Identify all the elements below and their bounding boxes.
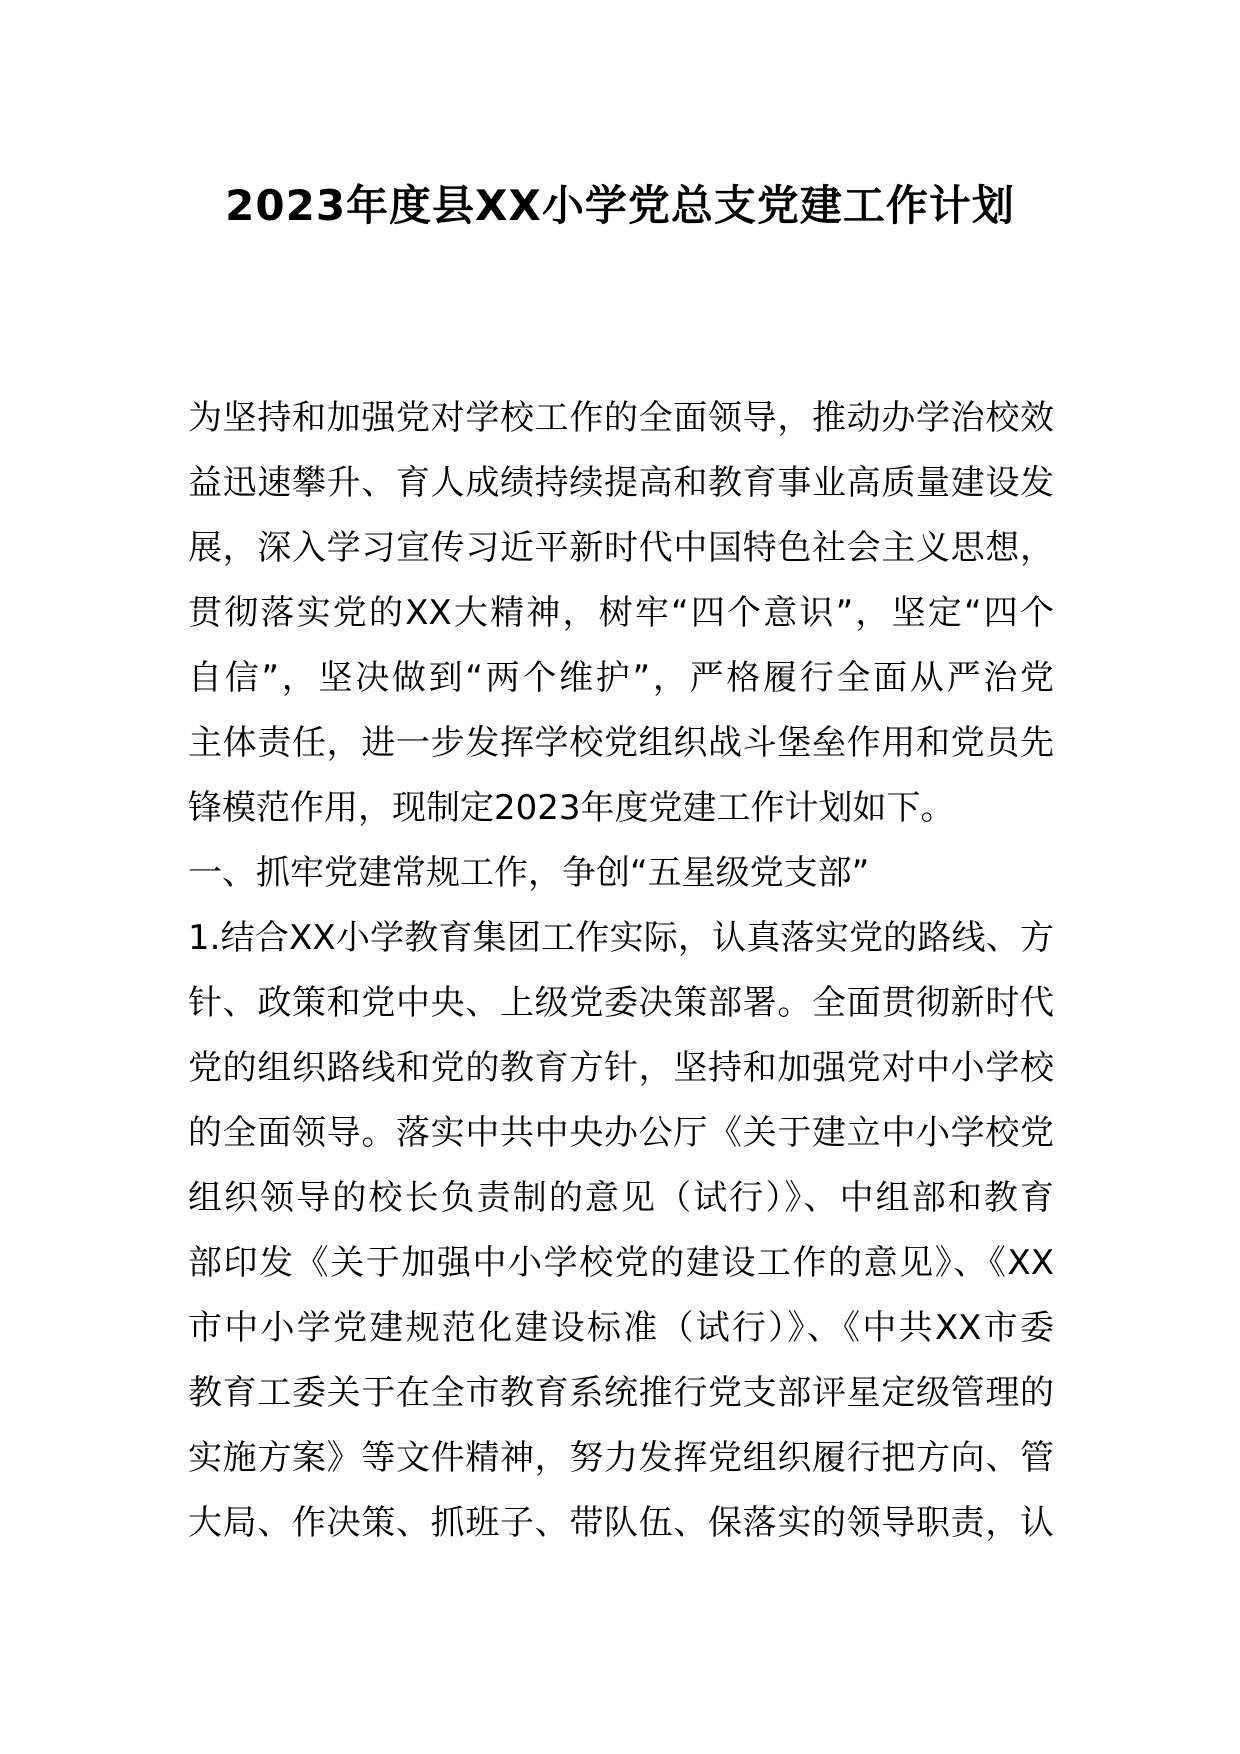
body-line-3: 展，深入学习宣传习近平新时代中国特色社会主义思想， — [188, 528, 1054, 568]
body-line-9: 1.结合XX小学教育集团工作实际，认真落实党的路线、方 — [188, 918, 1054, 958]
section-heading-1: 一、抓牢党建常规工作，争创“五星级党支部” — [188, 853, 870, 893]
body-line-7: 锋模范作用，现制定2023年度党建工作计划如下。 — [188, 788, 955, 828]
body-line-1: 为坚持和加强党对学校工作的全面领导，推动办学治校效 — [188, 398, 1054, 438]
body-line-16: 教育工委关于在全市教育系统推行党支部评星定级管理的 — [188, 1373, 1054, 1413]
body-line-17: 实施方案》等文件精神，努力发挥党组织履行把方向、管 — [188, 1438, 1054, 1478]
document-title: 2023年度县XX小学党总支党建工作计划 — [225, 181, 1015, 230]
body-line-2: 益迅速攀升、育人成绩持续提高和教育事业高质量建设发 — [188, 463, 1054, 503]
body-line-10: 针、政策和党中央、上级党委决策部署。全面贯彻新时代 — [188, 983, 1054, 1023]
body-line-6: 主体责任，进一步发挥学校党组织战斗堡垒作用和党员先 — [188, 723, 1054, 763]
body-line-15: 市中小学党建规范化建设标准（试行）》、《中共XX市委 — [188, 1308, 1054, 1348]
body-line-13: 组织领导的校长负责制的意见（试行）》、中组部和教育 — [188, 1178, 1054, 1218]
body-line-5: 自信”，坚决做到“两个维护”，严格履行全面从严治党 — [188, 658, 1054, 698]
body-line-18: 大局、作决策、抓班子、带队伍、保落实的领导职责，认 — [188, 1503, 1054, 1543]
document-body — [188, 386, 1054, 1556]
body-line-11: 党的组织路线和党的教育方针，坚持和加强党对中小学校 — [188, 1048, 1054, 1088]
body-line-12: 的全面领导。落实中共中央办公厅《关于建立中小学校党 — [188, 1113, 1054, 1153]
body-line-4: 贯彻落实党的XX大精神，树牢“四个意识”，坚定“四个 — [188, 593, 1054, 633]
body-line-14: 部印发《关于加强中小学校党的建设工作的意见》、《XX — [188, 1243, 1054, 1283]
